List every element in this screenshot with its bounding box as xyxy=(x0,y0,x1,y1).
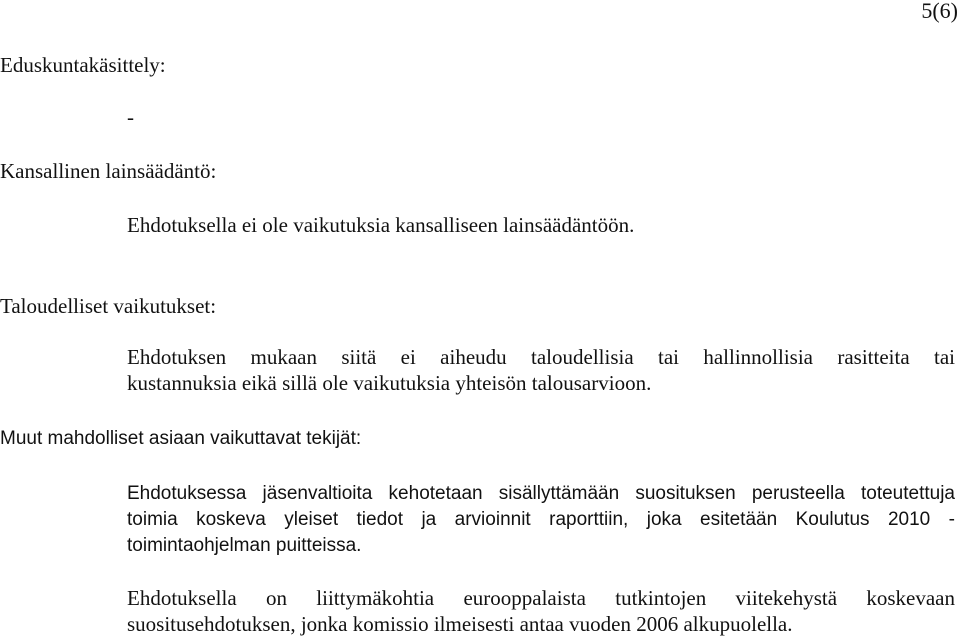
muut-tekijat-paragraph-2 xyxy=(127,585,955,637)
paragraph-line: Ehdotuksessa jäsenvaltioita kehotetaan sisällyttämään suosituksen perusteella toteutettuja xyxy=(127,483,955,504)
kansallinen-lainsaadanto-text: Ehdotuksella ei ole vaikutuksia kansalliseen lainsäädäntöön. xyxy=(127,213,635,237)
paragraph-line: kustannuksia eikä sillä ole vaikutuksia yhteisön talousarvioon. xyxy=(127,371,652,395)
page-number: 5(6) xyxy=(921,0,958,23)
taloudelliset-vaikutukset-paragraph xyxy=(127,344,955,396)
heading-eduskuntakasittely: Eduskuntakäsittely: xyxy=(0,53,166,77)
paragraph-line: Ehdotuksen mukaan siitä ei aiheudu taloudellisia tai hallinnollisia rasitteita tai xyxy=(127,345,955,369)
paragraph-line: Ehdotuksella on liittymäkohtia eurooppalaista tutkintojen viitekehystä koskevaan xyxy=(127,586,955,610)
heading-muut-tekijat: Muut mahdolliset asiaan vaikuttavat tekijät: xyxy=(0,428,362,449)
paragraph-line: toimintaohjelman puitteissa. xyxy=(127,535,362,556)
eduskuntakasittely-text: - xyxy=(127,105,134,129)
heading-kansallinen-lainsaadanto: Kansallinen lainsäädäntö: xyxy=(0,159,217,183)
paragraph-line: toimia koskeva yleiset tiedot ja arvioinnit raporttiin, joka esitetään Koulutus 2010 - xyxy=(127,509,955,530)
heading-taloudelliset-vaikutukset: Taloudelliset vaikutukset: xyxy=(0,294,217,318)
paragraph-line: suositusehdotuksen, jonka komissio ilmeisesti antaa vuoden 2006 alkupuolella. xyxy=(127,612,793,636)
muut-tekijat-paragraph-1 xyxy=(127,481,955,559)
